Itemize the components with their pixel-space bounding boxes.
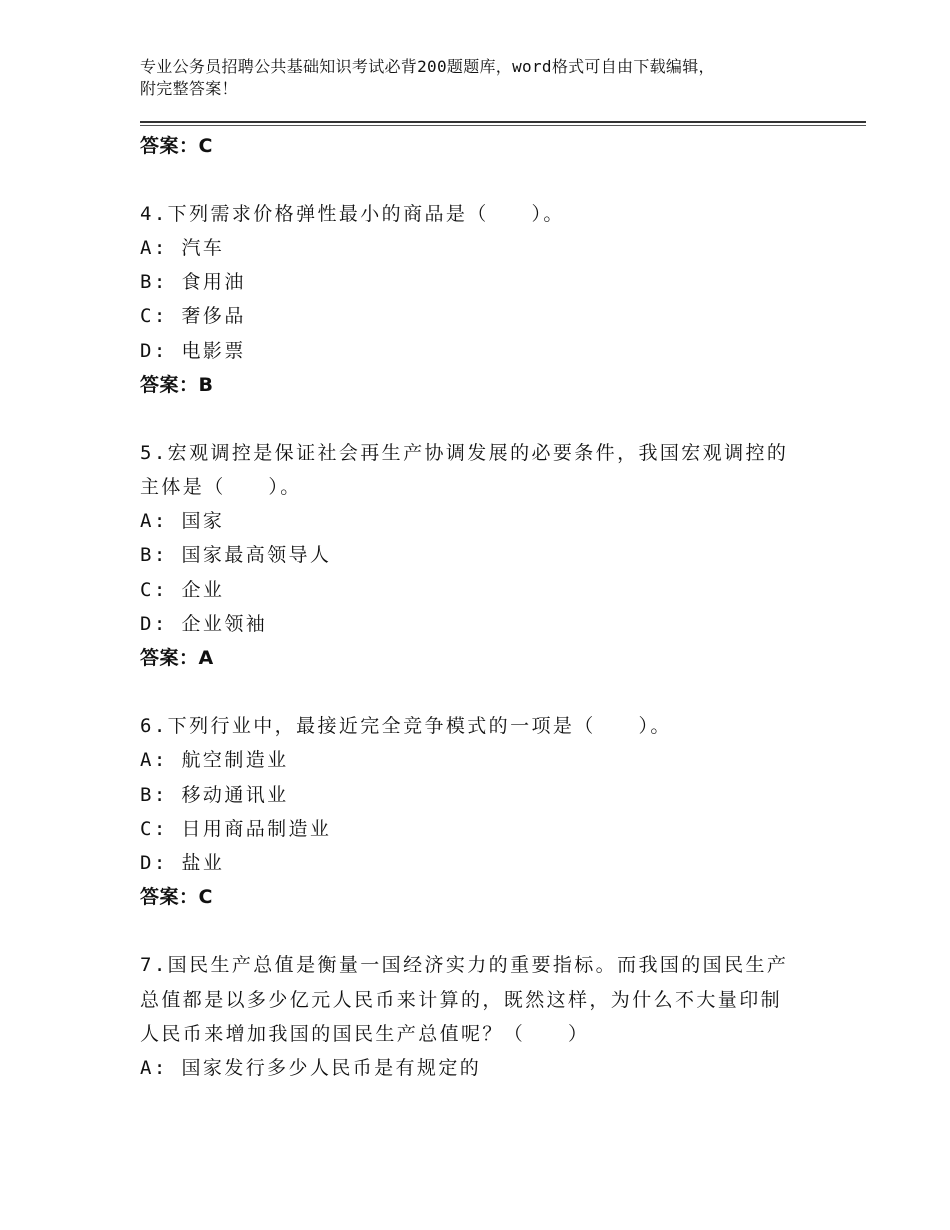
question-6-option-d: D: 盐业 (140, 852, 225, 874)
header-divider-thick (140, 121, 866, 123)
question-5-option-d: D: 企业领袖 (140, 613, 268, 635)
question-4-option-a: A: 汽车 (140, 237, 225, 259)
question-4-option-d: D: 电影票 (140, 340, 246, 362)
question-4-answer: 答案：B (140, 374, 214, 396)
header-divider-thin (140, 125, 866, 126)
question-5-stem-line-1: 5.宏观调控是保证社会再生产协调发展的必要条件，我国宏观调控的 (140, 442, 789, 464)
question-6-option-c: C: 日用商品制造业 (140, 818, 332, 840)
question-6-option-b: B: 移动通讯业 (140, 784, 289, 806)
answer-prev: 答案：C (140, 135, 213, 157)
question-7-stem-line-3: 人民币来增加我国的国民生产总值呢？（ ） (140, 1023, 590, 1045)
question-4-option-c: C: 奢侈品 (140, 305, 246, 327)
question-6-option-a: A: 航空制造业 (140, 749, 289, 771)
question-5-stem-line-2: 主体是（ ）。 (140, 476, 302, 498)
header-line-1: 专业公务员招聘公共基础知识考试必背200题题库，word格式可自由下载编辑， (140, 57, 715, 76)
question-4-option-b: B: 食用油 (140, 271, 246, 293)
question-7-option-a: A: 国家发行多少人民币是有规定的 (140, 1057, 482, 1079)
question-5-option-a: A: 国家 (140, 510, 225, 532)
header-line-2: 附完整答案！ (140, 79, 238, 98)
question-5-answer: 答案：A (140, 647, 214, 669)
question-4-stem: 4.下列需求价格弹性最小的商品是（ ）。 (140, 203, 565, 225)
question-6-stem: 6.下列行业中，最接近完全竞争模式的一项是（ ）。 (140, 715, 672, 737)
question-7-stem-line-1: 7.国民生产总值是衡量一国经济实力的重要指标。而我国的国民生产 (140, 954, 789, 976)
question-7-stem-line-2: 总值都是以多少亿元人民币来计算的，既然这样，为什么不大量印制 (140, 989, 783, 1011)
question-5-option-c: C: 企业 (140, 579, 225, 601)
question-6-answer: 答案：C (140, 886, 213, 908)
question-5-option-b: B: 国家最高领导人 (140, 544, 332, 566)
document-header (140, 56, 820, 100)
